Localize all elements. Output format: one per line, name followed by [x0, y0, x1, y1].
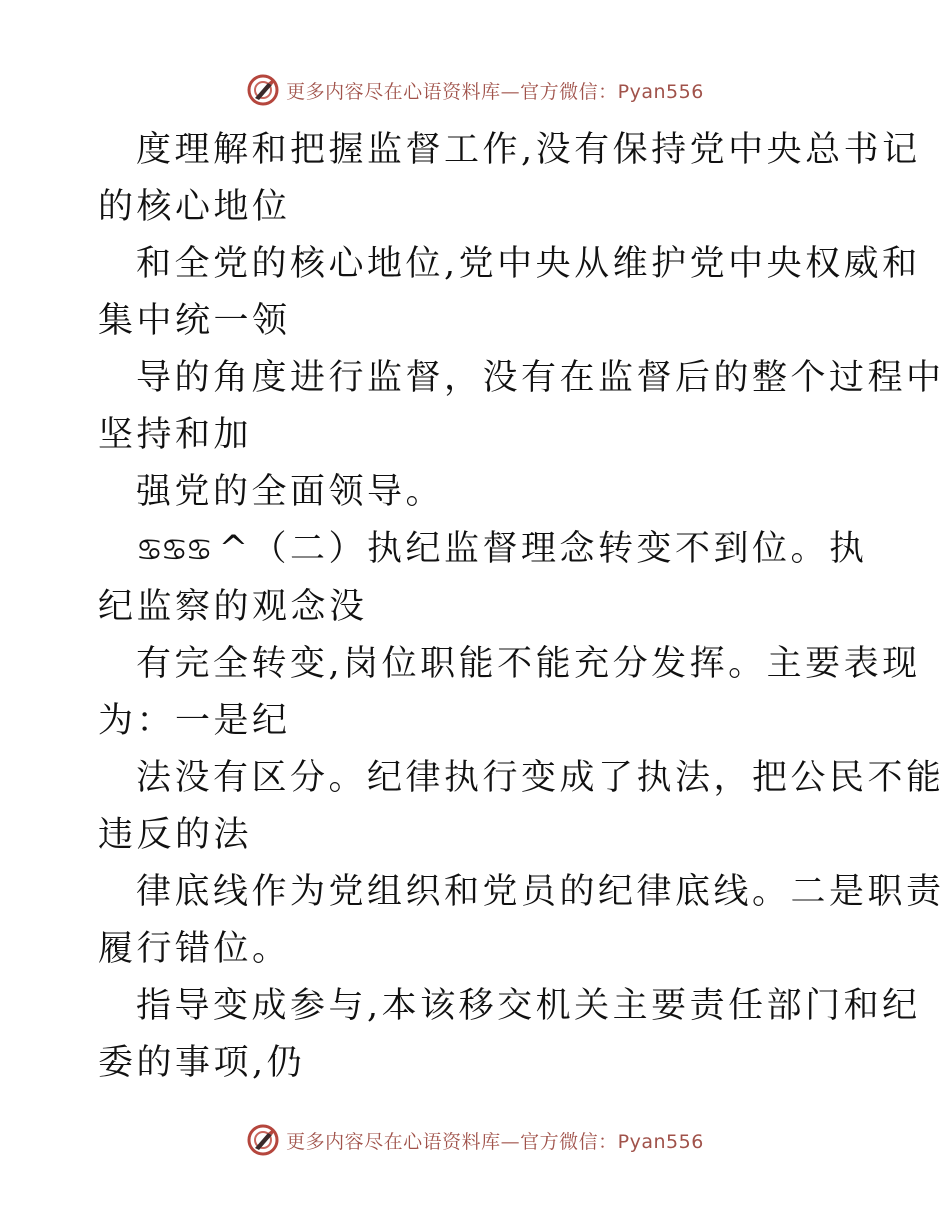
pen-circle-logo-icon	[246, 73, 280, 107]
paragraph: 律底线作为党组织和党员的纪律底线。二是职责 履行错位。	[98, 872, 945, 969]
footer-banner	[0, 1120, 950, 1160]
paragraph: 和全党的核心地位,党中央从维护党中央权威和 集中统一领	[98, 244, 921, 341]
pen-circle-logo-icon	[246, 1123, 280, 1157]
decorative-glyph-icon: ♋♋♋	[136, 533, 211, 568]
document-body	[98, 122, 945, 1092]
paragraph: 法没有区分。纪律执行变成了执法，把公民不能 违反的法	[98, 758, 945, 855]
paragraph: 强党的全面领导。	[136, 472, 445, 512]
banner-text: 更多内容尽在心语资料库—官方微信：Pyan556	[286, 1130, 704, 1153]
header-banner	[0, 70, 950, 110]
section-heading-paragraph: ♋♋♋ ^（二）执纪监督理念转变不到位。执 纪监察的观念没	[98, 529, 868, 627]
paragraph: 导的角度进行监督，没有在监督后的整个过程中 坚持和加	[98, 358, 945, 455]
banner-text: 更多内容尽在心语资料库—官方微信：Pyan556	[286, 80, 704, 103]
paragraph: 指导变成参与,本该移交机关主要责任部门和纪 委的事项,仍	[98, 986, 921, 1083]
paragraph: 度理解和把握监督工作,没有保持党中央总书记 的核心地位	[98, 130, 921, 227]
paragraph: 有完全转变,岗位职能不能充分发挥。主要表现 为：一是纪	[98, 644, 921, 741]
